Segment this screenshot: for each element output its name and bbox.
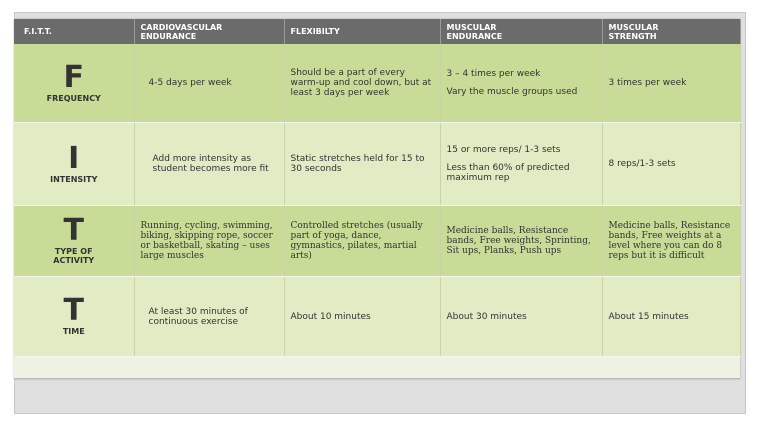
row-label-time: T TIME [14, 277, 134, 357]
cell-time-muscular-endurance: About 30 minutes [440, 277, 602, 357]
cell-frequency-muscular-strength: 3 times per week [602, 44, 740, 123]
cell-time-cardio: At least 30 minutes of continuous exercise [134, 277, 284, 357]
cell-intensity-flexibility: Static stretches held for 15 to 30 seconds [284, 123, 440, 206]
cell-type-muscular-strength: Medicine balls, Resistance bands, Free weights at a level where you can do 8 reps but it is difficult [602, 206, 740, 277]
letter-i: I [68, 140, 80, 176]
header-fitt: F.I.T.T. [14, 19, 134, 44]
cell-frequency-flexibility: Should be a part of every warm-up and cool down, but at least 3 days per week [284, 44, 440, 123]
table-bottom-divider [14, 378, 740, 379]
fitt-table [14, 19, 741, 357]
row-label-frequency: F FREQUENCY [14, 44, 134, 123]
header-muscular-endurance: MUSCULAR ENDURANCE [440, 19, 602, 44]
cell-intensity-muscular-strength: 8 reps/1-3 sets [602, 123, 740, 206]
cell-type-cardio: Running, cycling, swimming, biking, skipping rope, soccer or basketball, skating – uses large muscles [134, 206, 284, 277]
cell-type-flexibility: Controlled stretches (usually part of yoga, dance, gymnastics, pilates, martial arts) [284, 206, 440, 277]
cell-intensity-cardio: Add more intensity as student becomes more fit [134, 123, 284, 206]
letter-f: F [63, 59, 84, 95]
cell-frequency-cardio: 4-5 days per week [134, 44, 284, 123]
table-row-intensity [14, 123, 740, 206]
cell-frequency-muscular-endurance: 3 – 4 times per week Vary the muscle groups used [440, 44, 602, 123]
letter-t-time: T [63, 293, 84, 328]
cell-type-muscular-endurance: Medicine balls, Resistance bands, Free weights, Sprinting, Sit ups, Planks, Push ups [440, 206, 602, 277]
row-label-type-of-activity: T TYPE OF ACTIVITY [14, 206, 134, 277]
table-header-row [14, 19, 740, 44]
cell-time-flexibility: About 10 minutes [284, 277, 440, 357]
table-row-time [14, 277, 740, 357]
header-muscular-strength: MUSCULAR STRENGTH [602, 19, 740, 44]
table-row-type-of-activity [14, 206, 740, 277]
cell-time-muscular-strength: About 15 minutes [602, 277, 740, 357]
cell-intensity-muscular-endurance: 15 or more reps/ 1-3 sets Less than 60% of predicted maximum rep [440, 123, 602, 206]
header-flexibility: FLEXIBILTY [284, 19, 440, 44]
table-row-frequency [14, 44, 740, 123]
fitt-table-card [14, 19, 740, 379]
row-label-intensity: I INTENSITY [14, 123, 134, 206]
header-cardiovascular-endurance: CARDIOVASCULAR ENDURANCE [134, 19, 284, 44]
letter-t-type: T [63, 213, 84, 248]
